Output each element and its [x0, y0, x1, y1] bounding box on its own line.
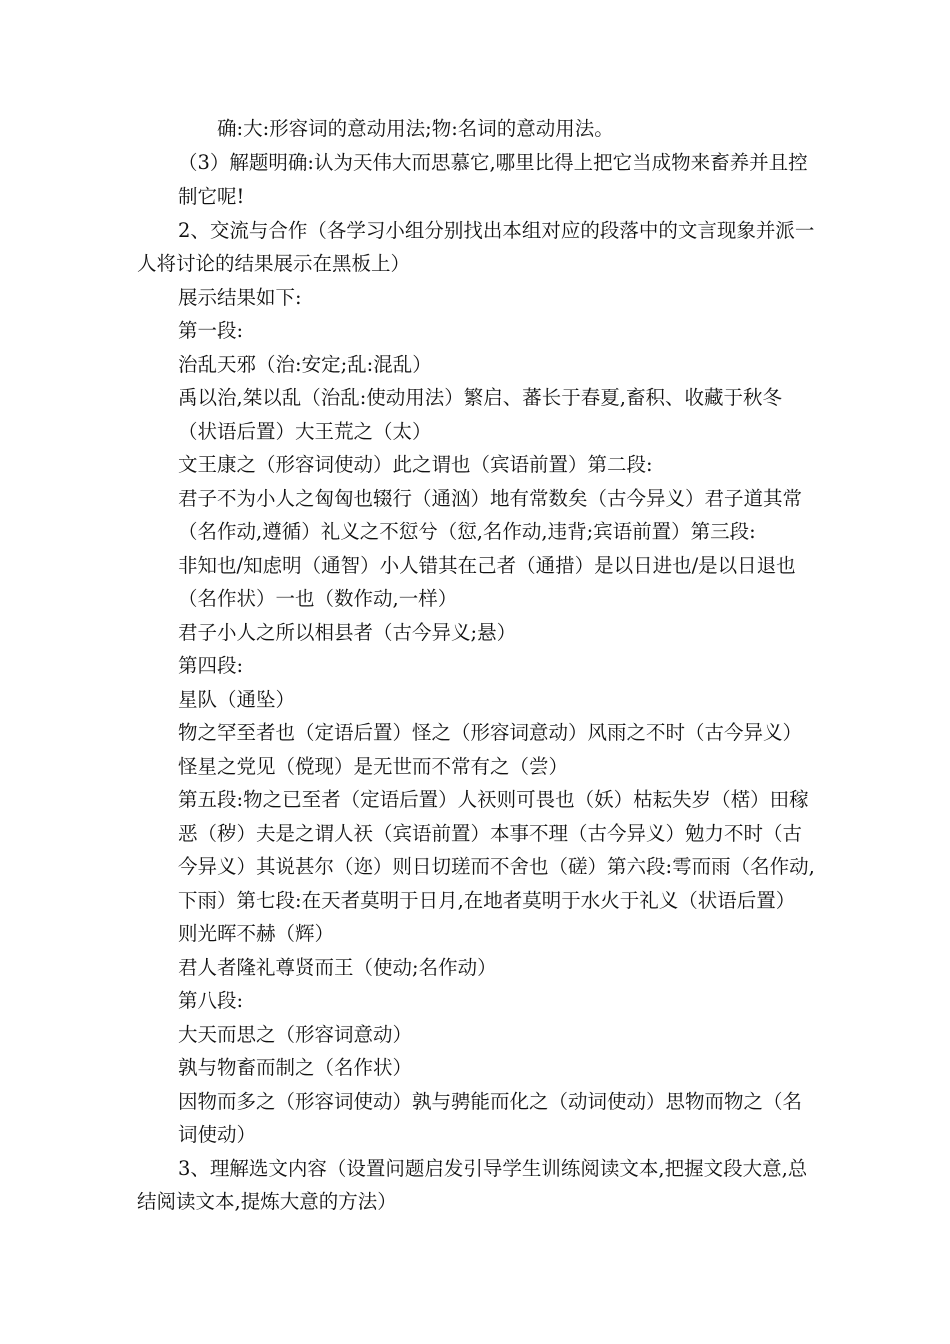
text-line: 结阅读文本,提炼大意的方法） — [137, 1190, 397, 1213]
text-line: （3）解题明确:认为天伟大而思慕它,哪里比得上把它当成物来畜养并且控 — [178, 151, 808, 174]
text-line: 星队（通坠） — [178, 688, 296, 711]
text-line: 展示结果如下: — [178, 286, 302, 309]
text-line: 大天而思之（形容词意动） — [178, 1023, 413, 1046]
text-line: 下雨）第七段:在天者莫明于日月,在地者莫明于水火于礼义（状语后置） — [178, 889, 796, 912]
text-line: 第一段: — [178, 319, 244, 342]
text-line: （名作动,遵循）礼义之不愆兮（愆,名作动,违背;宾语前置）第三段: — [178, 520, 756, 543]
text-line: 第八段: — [178, 989, 244, 1012]
text-line: 君子小人之所以相县者（古今异义;悬） — [178, 621, 517, 644]
text-line: 文王康之（形容词使动）此之谓也（宾语前置）第二段: — [178, 453, 653, 476]
text-line: 君人者隆礼尊贤而王（使动;名作动） — [178, 956, 497, 979]
text-line: 物之罕至者也（定语后置）怪之（形容词意动）风雨之不时（古今异义） — [178, 721, 803, 744]
text-line: 人将讨论的结果展示在黑板上） — [137, 252, 411, 275]
text-line: 第四段: — [178, 654, 244, 677]
text-line: 第五段:物之已至者（定语后置）人祆则可畏也（妖）枯耘失岁（楛）田稼 — [178, 788, 809, 811]
text-line: 非知也/知虑明（通智）小人错其在己者（通措）是以日进也/是以日退也 — [178, 554, 796, 577]
text-line: （名作状）一也（数作动,一样） — [178, 587, 458, 610]
text-line: 君子不为小人之匈匈也辍行（通汹）地有常数矣（古今异义）君子道其常 — [178, 487, 803, 510]
text-line: 禹以治,桀以乱（治乱:使动用法）繁启、蕃长于春夏,畜积、收藏于秋冬 — [178, 386, 782, 409]
text-line: 因物而多之（形容词使动）孰与骋能而化之（动词使动）思物而物之（名 — [178, 1090, 803, 1113]
text-line: 3、理解选文内容（设置问题启发引导学生训练阅读文本,把握文段大意,总 — [178, 1157, 808, 1180]
text-line: 恶（秽）夫是之谓人祆（宾语前置）本事不理（古今异义）勉力不时（古 — [178, 822, 803, 845]
text-line: 今异义）其说甚尔（迩）则日切瑳而不舍也（磋）第六段:雩而雨（名作动, — [178, 855, 815, 878]
text-line: 则光晖不赫（辉） — [178, 922, 335, 945]
text-line: （状语后置）大王荒之（太） — [178, 420, 432, 443]
text-line: 怪星之党见（傥现）是无世而不常有之（尝） — [178, 755, 569, 778]
text-line: 词使动） — [178, 1123, 257, 1146]
text-line: 孰与物畜而制之（名作状） — [178, 1056, 413, 1079]
text-line: 治乱天邪（治:安定;乱:混乱） — [178, 353, 432, 376]
text-line: 2、交流与合作（各学习小组分别找出本组对应的段落中的文言现象并派一 — [178, 219, 815, 242]
text-line: 制它呢! — [178, 185, 245, 208]
text-line: 确:大:形容词的意动用法;物:名词的意动用法。 — [217, 117, 614, 140]
